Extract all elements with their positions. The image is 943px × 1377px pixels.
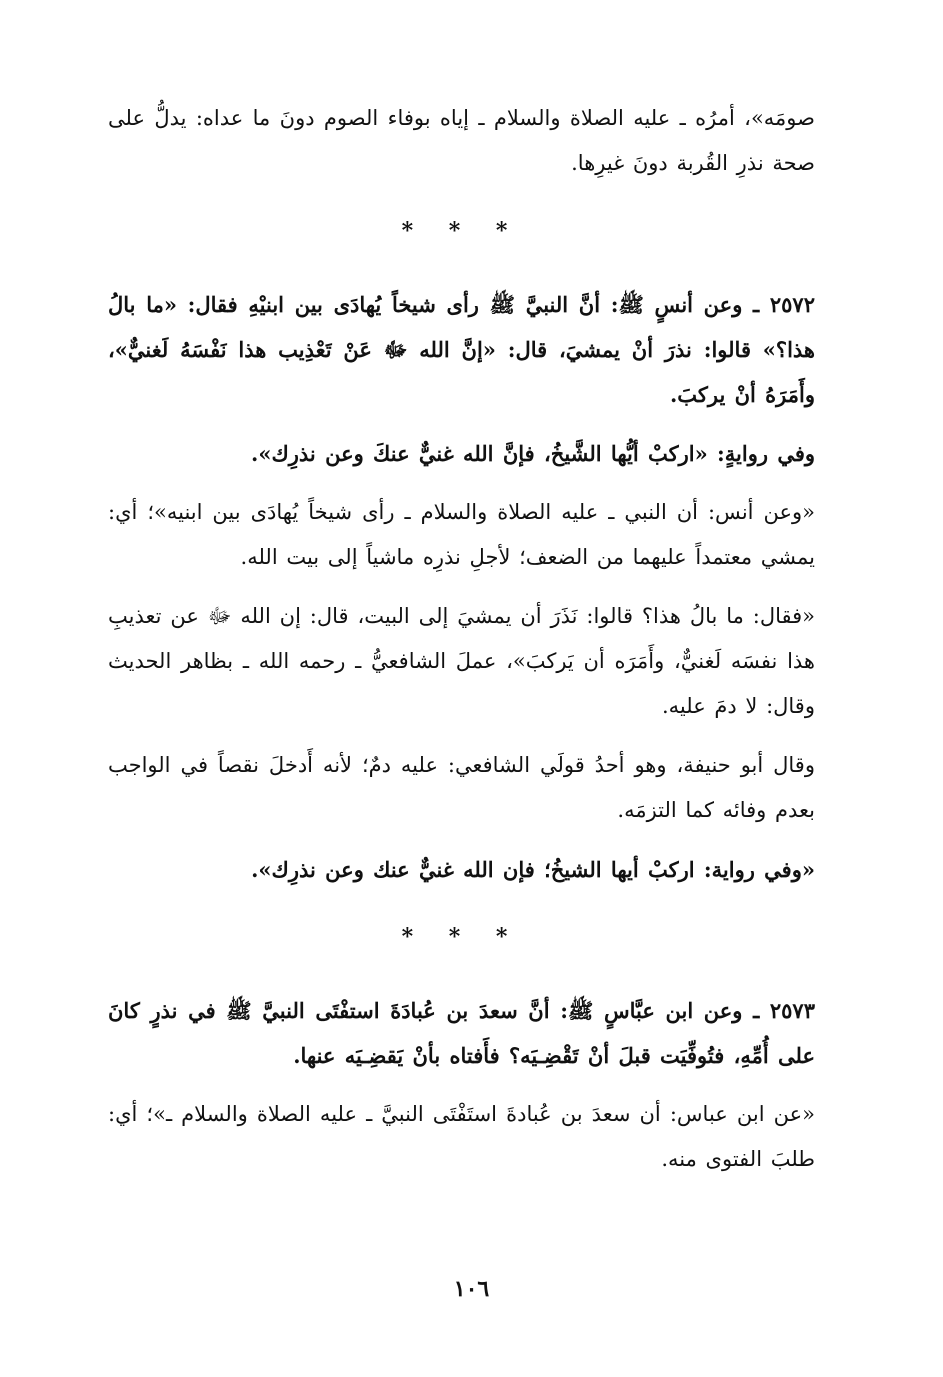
paragraph-commentary-4: وقال أبو حنيفة، وهو أحدُ قولَي الشافعي: عليه دمٌ؛ لأنه أَدخلَ نقصاً في الواجب بعدم وفائه كما التزمَه.	[108, 753, 815, 822]
paragraph-commentary-6: «عن ابن عباس: أن سعدَ بن عُبادةَ استَفْتَى النبيَّ ـ عليه الصلاة والسلام ـ»؛ أي: طلبَ الفتوى منه.	[108, 1102, 815, 1171]
paragraph-commentary-1: صومَه»، أمرُه ـ عليه الصلاة والسلام ـ إياه بوفاء الصوم دونَ ما عداه: يدلُّ على صحة نذرِ القُربة دونَ غيرِها.	[108, 106, 815, 175]
paragraph-commentary-2: «وعن أنس: أن النبي ـ عليه الصلاة والسلام ـ رأى شيخاً يُهادَى بين ابنيه»؛ أي: يمشي معتمداً عليهما من الضعف؛ لأجلِ نذرِه ماشياً إلى بيت الله.	[108, 500, 815, 569]
paragraph-commentary-3: «فقال: ما بالُ هذا؟ قالوا: نَذَرَ أن يمشيَ إلى البيت، قال: إن الله ﷻ عن تعذيبِ هذا نفسَه لَغنيٌّ، وأَمَرَه أن يَركبَ»، عملَ الشافعيُّ ـ رحمه الله ـ بظاهر الحديث وقال: لا دمَ عليه.	[108, 604, 815, 718]
page-number: ١٠٦	[453, 1276, 490, 1302]
hadith-2572: ٢٥٧٢ ـ وعن أنسٍ ﷺ: أنَّ النبيَّ ﷺ رأى شيخاً يُهادَى بين ابنيْهِ فقال: «ما بالُ هذا؟» قالوا: نذرَ أنْ يمشيَ، قال: «إنَّ الله ﷻ عَنْ تَعْذِيب هذا نَفْسَهُ لَغنيٌّ»، وأَمَرَهُ أنْ يركبَ.	[108, 292, 815, 407]
hadith-2572-riwaya: وفي روايةٍ: «اركبْ أيُّها الشَّيخُ، فإنَّ الله غنيٌّ عنكَ وعن نذرِك».	[251, 441, 815, 466]
hadith-2573: ٢٥٧٣ ـ وعن ابن عبَّاسٍ ﷺ: أنَّ سعدَ بن عُبادَةَ استفْتَى النبيَّ ﷺ في نذرٍ كانَ على أُمِّهِ، فتُوفِّيَت قبلَ أنْ تَقْضِـيَه؟ فأَفتاه بأنْ يَقضِـيَه عنها.	[108, 998, 815, 1068]
paragraph-commentary-5: «وفي رواية: اركبْ أيها الشيخُ؛ فإن الله غنيٌّ عنك وعن نذرِك».	[251, 857, 815, 882]
section-separator-2: * * *	[401, 924, 522, 950]
section-separator: * * *	[401, 218, 522, 244]
